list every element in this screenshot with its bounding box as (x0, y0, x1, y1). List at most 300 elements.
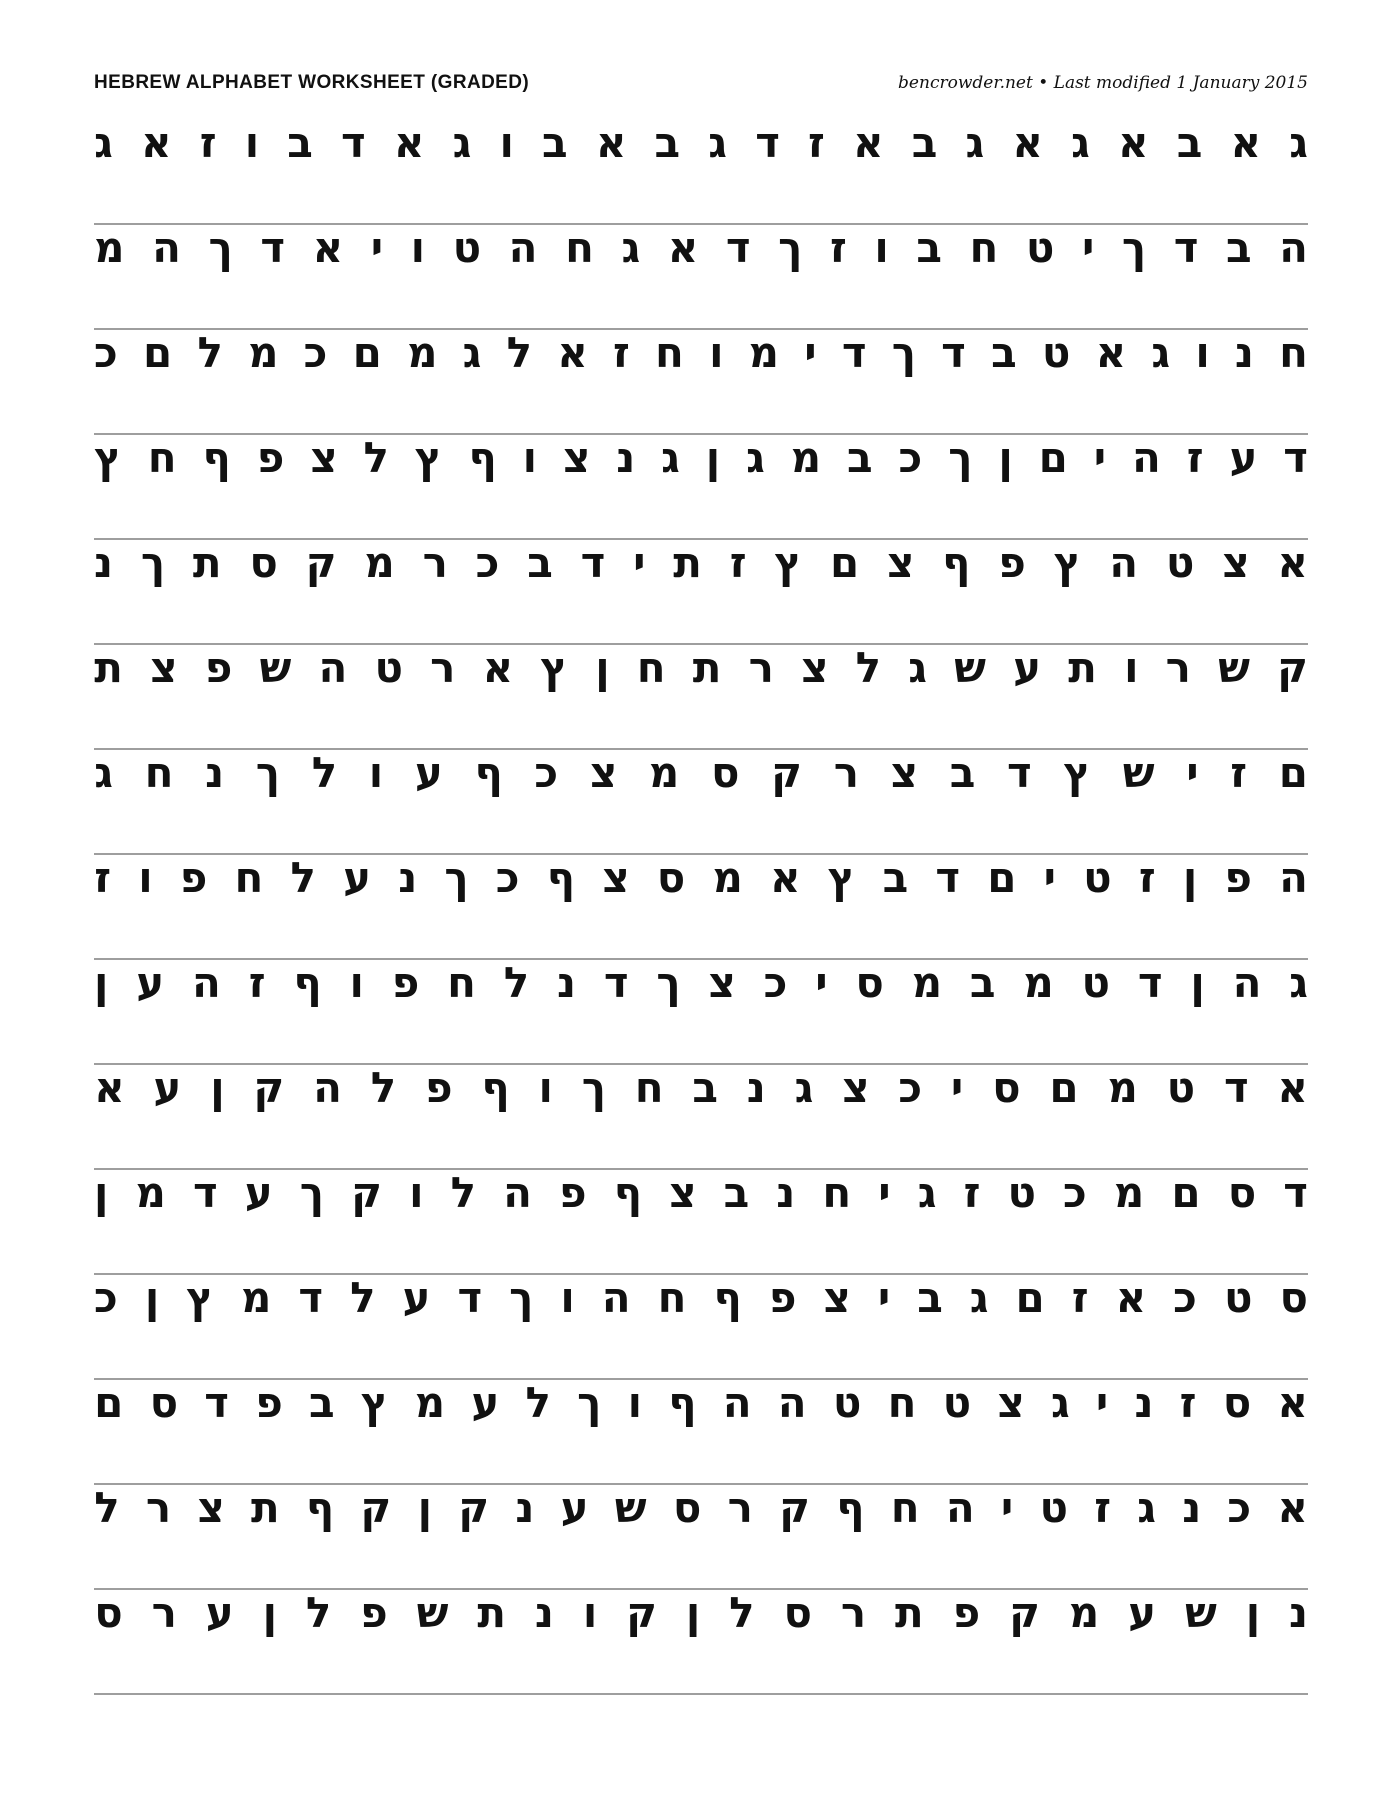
hebrew-letter: פ (559, 1168, 587, 1217)
hebrew-letter: נ (616, 433, 636, 482)
hebrew-letter: ע (153, 1063, 182, 1112)
hebrew-letter: כ (1063, 1168, 1087, 1217)
hebrew-letter: ז (963, 1168, 981, 1217)
hebrew-letter: ס (710, 748, 740, 797)
worksheet-row (94, 1485, 1308, 1590)
hebrew-letter: ק (305, 538, 337, 587)
hebrew-letter: ב (527, 538, 553, 587)
hebrew-letter: ד (725, 223, 751, 272)
hebrew-letter: ץ (1053, 538, 1082, 587)
hebrew-letter: ל (350, 1273, 376, 1322)
hebrew-letter: ך (299, 1168, 325, 1217)
hebrew-letter: ד (1283, 433, 1308, 482)
hebrew-letter: א (1277, 1378, 1308, 1427)
hebrew-letter: ח (1279, 328, 1308, 377)
hebrew-letter: נ (746, 1063, 766, 1112)
hebrew-letter: ף (546, 853, 576, 902)
hebrew-letter: י (815, 958, 828, 1007)
hebrew-letter: ג (661, 433, 680, 482)
hebrew-letter: ע (560, 1483, 589, 1532)
hebrew-letter: א (1277, 1063, 1308, 1112)
letter-rows (94, 120, 1308, 1695)
hebrew-letter: ח (890, 1483, 920, 1532)
hebrew-letter: ד (204, 1378, 229, 1427)
hebrew-letter: ד (192, 1168, 218, 1217)
hebrew-letter: ו (368, 748, 384, 797)
hebrew-letter: ס (149, 1378, 179, 1427)
hebrew-letter: ה (503, 1168, 532, 1217)
hebrew-letter: פ (256, 433, 285, 482)
hebrew-letter-line (94, 1588, 1308, 1637)
hebrew-letter: א (557, 328, 588, 377)
hebrew-letter: ר (422, 538, 448, 587)
hebrew-letter: ו (874, 223, 889, 272)
hebrew-letter: ק (360, 1483, 392, 1532)
hebrew-letter: ג (908, 643, 927, 692)
hebrew-letter: ט (832, 1378, 862, 1427)
hebrew-letter: ק (626, 1588, 658, 1637)
hebrew-letter: ו (1195, 328, 1210, 377)
hebrew-letter: ה (722, 1378, 752, 1427)
hebrew-letter-line (94, 1063, 1308, 1112)
hebrew-letter: י (878, 1168, 891, 1217)
hebrew-letter: ח (144, 748, 174, 797)
hebrew-letter: ן (1190, 958, 1205, 1007)
hebrew-letter: ל (503, 958, 530, 1007)
hebrew-letter: מ (241, 1273, 272, 1322)
hebrew-letter: ב (882, 853, 909, 902)
hebrew-letter: ן (94, 1168, 109, 1217)
hebrew-letter: ע (402, 1273, 431, 1322)
hebrew-letter: ץ (94, 433, 122, 482)
hebrew-letter: ל (855, 643, 882, 692)
hebrew-letter: ך (778, 223, 803, 272)
hebrew-letter: ד (457, 1273, 483, 1322)
hebrew-letter: ח (447, 958, 476, 1007)
hebrew-letter: ג (1151, 328, 1171, 377)
hebrew-letter: ה (1132, 433, 1161, 482)
hebrew-letter: פ (255, 1378, 283, 1427)
hebrew-letter: ש (416, 1588, 449, 1637)
hebrew-letter: ח (657, 1273, 687, 1322)
worksheet-row (94, 1275, 1308, 1380)
hebrew-letter: ו (627, 1378, 643, 1427)
hebrew-letter: ב (287, 118, 313, 167)
hebrew-letter: ג (1137, 1483, 1156, 1532)
hebrew-letter: צ (997, 1378, 1025, 1427)
hebrew-letter: צ (1222, 538, 1250, 587)
hebrew-letter: ז (829, 223, 847, 272)
hebrew-letter: ז (248, 958, 266, 1007)
hebrew-letter: ר (833, 748, 860, 797)
hebrew-letter: ז (1094, 1483, 1112, 1532)
hebrew-letter: ף (293, 958, 322, 1007)
hebrew-letter: צ (197, 1483, 225, 1532)
hebrew-letter: ט (942, 1378, 972, 1427)
hebrew-letter: ם (1038, 433, 1068, 482)
worksheet-row (94, 855, 1308, 960)
worksheet-row (94, 1065, 1308, 1170)
hebrew-letter: ס (1222, 1378, 1252, 1427)
hebrew-letter: ג (1071, 118, 1090, 167)
hebrew-letter: ק (351, 1168, 383, 1217)
hebrew-letter: ם (143, 328, 173, 377)
hebrew-letter: ג (621, 223, 641, 272)
hebrew-letter: א (1277, 538, 1308, 587)
hebrew-letter: ז (613, 328, 630, 377)
hebrew-letter: ו (1124, 643, 1139, 692)
hebrew-letter: י (877, 1273, 891, 1322)
hebrew-letter: נ (1182, 1483, 1202, 1532)
hebrew-letter: ם (987, 853, 1017, 902)
hebrew-letter: א (94, 1063, 125, 1112)
hebrew-letter: ו (138, 853, 153, 902)
hebrew-letter-line (94, 1168, 1308, 1217)
hebrew-letter: ב (309, 1378, 335, 1427)
hebrew-letter: ס (672, 1483, 702, 1532)
hebrew-letter: ם (1278, 748, 1308, 797)
hebrew-letter: צ (886, 538, 915, 587)
hebrew-letter: ן (262, 1588, 278, 1637)
hebrew-letter: ן (210, 1063, 225, 1112)
hebrew-letter: ב (916, 223, 942, 272)
hebrew-letter: מ (94, 223, 125, 272)
hebrew-letter: ב (692, 1063, 718, 1112)
worksheet-row (94, 120, 1308, 225)
hebrew-letter: פ (768, 1273, 797, 1322)
hebrew-letter: ז (1138, 853, 1156, 902)
hebrew-letter: ט (1007, 1168, 1036, 1217)
hebrew-letter: נ (515, 1483, 535, 1532)
hebrew-letter-line (94, 223, 1308, 272)
hebrew-letter: ל (363, 433, 389, 482)
hebrew-letter: ע (414, 748, 443, 797)
hebrew-letter: ך (444, 853, 469, 902)
hebrew-letter: ך (208, 223, 233, 272)
hebrew-letter: א (1118, 118, 1149, 167)
hebrew-letter: א (667, 223, 699, 272)
hebrew-letter: ק (779, 1483, 810, 1532)
hebrew-letter: ד (260, 223, 286, 272)
hebrew-letter: א (1115, 1273, 1147, 1322)
hebrew-letter: ם (352, 328, 382, 377)
hebrew-letter: י (1186, 748, 1199, 797)
hebrew-letter: מ (1068, 1588, 1100, 1637)
hebrew-letter: ר (840, 1588, 867, 1637)
hebrew-letter: צ (310, 433, 338, 482)
hebrew-letter: א (312, 223, 344, 272)
worksheet-row (94, 1380, 1308, 1485)
hebrew-letter: ב (949, 748, 976, 797)
hebrew-letter: ף (202, 433, 231, 482)
hebrew-letter: ד (941, 328, 966, 377)
hebrew-letter: ך (891, 328, 916, 377)
hebrew-letter: ד (755, 118, 780, 167)
hebrew-letter: פ (391, 958, 420, 1007)
hebrew-letter: א (1012, 118, 1043, 167)
hebrew-letter: ת (250, 1483, 280, 1532)
hebrew-letter: ש (954, 643, 986, 692)
hebrew-letter: ס (1227, 1168, 1257, 1217)
hebrew-letter: ה (777, 1378, 807, 1427)
worksheet-row (94, 960, 1308, 1065)
hebrew-letter: י (633, 538, 646, 587)
hebrew-letter: ק (1009, 1588, 1040, 1637)
hebrew-letter: פ (998, 538, 1026, 587)
hebrew-letter: ה (192, 958, 221, 1007)
hebrew-letter: ן (998, 433, 1013, 482)
hebrew-letter: ד (1283, 1168, 1308, 1217)
hebrew-letter: ך (140, 538, 166, 587)
hebrew-letter: ך (509, 1273, 534, 1322)
hebrew-letter: מ (1113, 1168, 1145, 1217)
hebrew-letter: ל (525, 1378, 551, 1427)
hebrew-letter: ה (1279, 853, 1308, 902)
hebrew-letter: ו (582, 1588, 598, 1637)
hebrew-letter: ט (1083, 853, 1112, 902)
hebrew-letter: ק (1277, 643, 1308, 692)
hebrew-letter: ט (452, 223, 482, 272)
hebrew-letter: נ (398, 853, 418, 902)
hebrew-letter: ג (462, 328, 482, 377)
hebrew-letter: מ (364, 538, 395, 587)
hebrew-letter: ט (374, 643, 403, 692)
hebrew-letter: ג (708, 118, 728, 167)
hebrew-letter: ף (713, 1273, 742, 1322)
hebrew-letter: ס (656, 853, 686, 902)
hebrew-letter: צ (801, 643, 829, 692)
hebrew-letter: י (950, 1063, 964, 1112)
hebrew-letter: ו (709, 328, 724, 377)
hebrew-letter: ח (234, 853, 264, 902)
hebrew-letter: ד (1223, 1063, 1249, 1112)
hebrew-letter: ט (1025, 223, 1055, 272)
hebrew-letter: ט (1165, 538, 1195, 587)
hebrew-letter: א (770, 853, 801, 902)
hebrew-letter: ף (836, 1483, 865, 1532)
hebrew-letter: ב (542, 118, 568, 167)
hebrew-letter: ב (654, 118, 681, 167)
hebrew-letter-line (94, 958, 1308, 1007)
hebrew-letter: פ (952, 1588, 981, 1637)
worksheet-row (94, 1170, 1308, 1275)
worksheet-row (94, 330, 1308, 435)
hebrew-letter: ז (1179, 1378, 1197, 1427)
hebrew-letter: צ (823, 1273, 851, 1322)
hebrew-letter: ת (1068, 643, 1097, 692)
hebrew-letter: ג (1050, 1378, 1070, 1427)
hebrew-letter: ג (746, 433, 765, 482)
hebrew-letter: ע (343, 853, 372, 902)
hebrew-letter: ף (481, 1063, 510, 1112)
hebrew-letter: פ (360, 1588, 388, 1637)
hebrew-letter: ק (253, 1063, 285, 1112)
hebrew-letter: ה (152, 223, 181, 272)
hebrew-letter: מ (135, 1168, 166, 1217)
hebrew-letter: מ (248, 328, 279, 377)
hebrew-letter: ו (560, 1273, 575, 1322)
hebrew-letter: י (370, 223, 384, 272)
hebrew-letter: ס (249, 538, 278, 587)
hebrew-letter: ם (94, 1378, 124, 1427)
hebrew-letter: ך (577, 1378, 602, 1427)
hebrew-letter: כ (495, 853, 520, 902)
hebrew-letter: כ (303, 328, 328, 377)
hebrew-letter: מ (1107, 1063, 1138, 1112)
hebrew-letter: ץ (540, 643, 569, 692)
hebrew-letter: צ (562, 433, 591, 482)
hebrew-letter: נ (556, 958, 577, 1007)
hebrew-letter: ל (311, 748, 338, 797)
hebrew-letter: ח (969, 223, 999, 272)
hebrew-letter: ז (1230, 748, 1248, 797)
hebrew-letter-line (94, 1378, 1308, 1427)
hebrew-letter: ג (452, 118, 472, 167)
hebrew-letter: ב (911, 118, 938, 167)
hebrew-letter-line (94, 748, 1308, 797)
hebrew-letter: ג (794, 1063, 814, 1112)
hebrew-letter: ז (1071, 1273, 1089, 1322)
hebrew-letter-line (94, 328, 1308, 377)
hebrew-letter: ב (969, 958, 996, 1007)
hebrew-letter: ט (1041, 328, 1071, 377)
hebrew-letter: מ (648, 748, 680, 797)
hebrew-letter: ט (1223, 1273, 1253, 1322)
hebrew-letter: י (1093, 433, 1107, 482)
hebrew-letter: פ (204, 643, 233, 692)
hebrew-letter: ם (1015, 1273, 1045, 1322)
hebrew-letter: ת (477, 1588, 507, 1637)
hebrew-letter: ר (727, 1483, 753, 1532)
hebrew-letter: ו (244, 118, 260, 167)
hebrew-letter: ת (94, 643, 123, 692)
hebrew-letter: ח (655, 328, 684, 377)
hebrew-letter: פ (1224, 853, 1252, 902)
hebrew-letter: ה (508, 223, 538, 272)
hebrew-letter: ד (298, 1273, 324, 1322)
hebrew-letter: מ (911, 958, 943, 1007)
hebrew-letter: ן (144, 1273, 160, 1322)
hebrew-letter: ף (305, 1483, 335, 1532)
hebrew-letter: א (1095, 328, 1127, 377)
hebrew-letter: ט (1039, 1483, 1068, 1532)
hebrew-letter: ד (841, 328, 867, 377)
hebrew-letter: ס (1279, 1273, 1308, 1322)
hebrew-letter: מ (414, 1378, 446, 1427)
hebrew-letter: ב (1176, 118, 1203, 167)
hebrew-letter: י (1081, 223, 1095, 272)
hebrew-letter: נ (1134, 1378, 1154, 1427)
hebrew-letter: ק (771, 748, 803, 797)
hebrew-letter: ג (1289, 118, 1308, 167)
hebrew-letter: ד (341, 118, 366, 167)
hebrew-letter: צ (669, 1168, 697, 1217)
hebrew-letter: ח (565, 223, 594, 272)
hebrew-letter: נ (534, 1588, 554, 1637)
hebrew-letter: צ (708, 958, 736, 1007)
page-title: HEBREW ALPHABET WORKSHEET (GRADED) (94, 72, 530, 93)
byline: bencrowder.net • Last modified 1 January 2015 (898, 73, 1308, 93)
hebrew-letter: ה (1232, 958, 1262, 1007)
hebrew-letter: ן (685, 1588, 701, 1637)
hebrew-letter: ת (673, 538, 702, 587)
hebrew-letter: ע (1229, 433, 1258, 482)
hebrew-letter: ת (192, 538, 222, 587)
worksheet-row (94, 645, 1308, 750)
page-header (94, 72, 1308, 94)
hebrew-letter: ר (145, 1483, 172, 1532)
hebrew-letter: מ (748, 328, 780, 377)
worksheet-row (94, 1590, 1308, 1695)
hebrew-letter: י (1000, 1483, 1014, 1532)
hebrew-letter: ר (748, 643, 774, 692)
hebrew-letter: ד (580, 538, 606, 587)
hebrew-letter: כ (1227, 1483, 1252, 1532)
hebrew-letter: ד (603, 958, 629, 1007)
hebrew-letter: ה (945, 1483, 975, 1532)
hebrew-letter: ה (1109, 538, 1139, 587)
hebrew-letter: ץ (1063, 748, 1092, 797)
hebrew-letter: ו (522, 433, 538, 482)
hebrew-letter: ז (1186, 433, 1204, 482)
hebrew-letter: ג (1289, 958, 1308, 1007)
hebrew-letter: ו (409, 1168, 424, 1217)
hebrew-letter: ף (942, 538, 971, 587)
hebrew-letter: ש (1218, 643, 1250, 692)
hebrew-letter: ם (1049, 1063, 1079, 1112)
hebrew-letter: צ (602, 853, 630, 902)
hebrew-letter: ה (1279, 223, 1308, 272)
hebrew-letter: ן (705, 433, 721, 482)
hebrew-letter: ד (935, 853, 961, 902)
hebrew-letter: ע (1128, 1588, 1157, 1637)
hebrew-letter: ש (1184, 1588, 1217, 1637)
hebrew-letter: ן (417, 1483, 432, 1532)
hebrew-letter: י (804, 328, 817, 377)
hebrew-letter: ם (1171, 1168, 1201, 1217)
hebrew-letter: כ (898, 1063, 923, 1112)
hebrew-letter: א (595, 118, 627, 167)
hebrew-letter: כ (94, 328, 118, 377)
hebrew-letter: כ (534, 748, 559, 797)
hebrew-letter: ד (1137, 958, 1163, 1007)
hebrew-letter: נ (776, 1168, 796, 1217)
hebrew-letter: ע (244, 1168, 273, 1217)
hebrew-letter: ף (468, 433, 497, 482)
hebrew-letter: ג (94, 748, 113, 797)
hebrew-letter: ף (613, 1168, 643, 1217)
hebrew-letter: מ (1023, 958, 1054, 1007)
hebrew-letter: ץ (827, 853, 856, 902)
hebrew-letter: ב (917, 1273, 943, 1322)
hebrew-letter: נ (1234, 328, 1254, 377)
hebrew-letter: ך (581, 1063, 606, 1112)
hebrew-letter-line (94, 433, 1308, 482)
hebrew-letter: ך (255, 748, 281, 797)
hebrew-letter: ח (822, 1168, 852, 1217)
hebrew-letter: ש (259, 643, 292, 692)
hebrew-letter: ג (917, 1168, 937, 1217)
hebrew-letter: ב (723, 1168, 750, 1217)
hebrew-letter: ץ (414, 433, 443, 482)
hebrew-letter: ץ (360, 1378, 389, 1427)
hebrew-letter: ט (1081, 958, 1111, 1007)
hebrew-letter: ח (636, 643, 666, 692)
hebrew-letter: ך (656, 958, 681, 1007)
hebrew-letter: צ (842, 1063, 870, 1112)
hebrew-letter: ט (1166, 1063, 1196, 1112)
hebrew-letter: נ (1288, 1588, 1308, 1637)
